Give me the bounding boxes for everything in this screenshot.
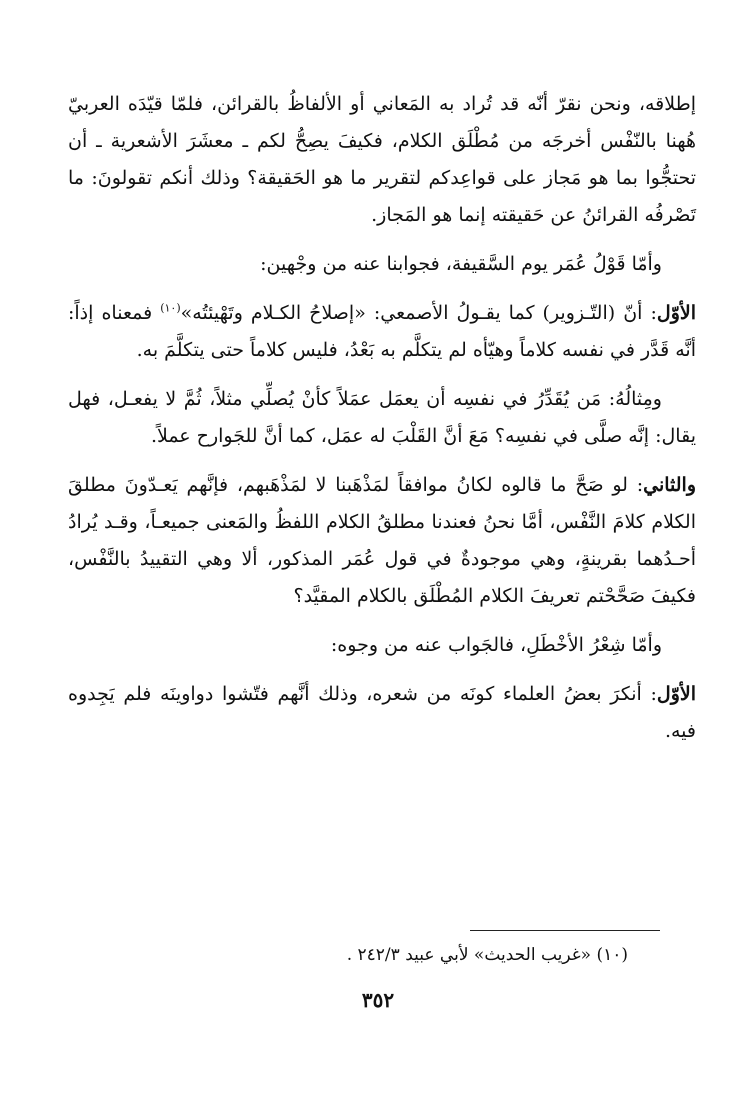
paragraph-keyword: الأوّل <box>656 302 696 324</box>
paragraph-3 <box>68 295 696 369</box>
page-number: ٣٥٢ <box>361 988 395 1012</box>
paragraph-text: : لو صَحَّ ما قالوه لكانُ موافقاً لمَذْهَبنا لا لمَذْهَبهم، فإنَّهم يَعـدّونَ مطلقَ الكلام كلامَ النَّفْس، أمَّا نحنُ فعندنا مطلقُ الكلام اللفظُ والمَعنى جميعـاً، وقـد يُرادُ أحـدُهما بقرينةٍ، وهي موجودةٌ في قول عُمَر المذكور، ألا وهي التقييدُ بالنَّفْس، فكيفَ صَحَّحْتم تعريفَ الكلام المُطْلَق بالكلام المقيَّد؟ <box>68 474 696 607</box>
paragraph-1: إطلاقه، ونحن نقرّ أنّه قد تُراد به المَعاني أو الألفاظُ بالقرائن، فلمّا قيّدَه العربيّ هُهنا بالنّفْس أخرجَه من مُطْلَق الكلام، فكيفَ يصِحُّ لكم ـ معشَرَ الأشعرية ـ أن تحتجُّوا بما هو مَجاز على قواعِدكم لتقرير ما هو الحَقيقة؟ وذلك أنكم تقولونَ: ما تَصْرفُه القرائنُ عن حَقيقته إنما هو المَجاز. <box>68 93 696 226</box>
paragraph-text: : أنكرَ بعضُ العلماء كونَه من شعره، وذلك أنَّهم فتّشوا دواوينَه فلم يَجِدوه فيه. <box>68 683 696 742</box>
footnote-divider <box>470 930 660 931</box>
paragraph-text: : أنّ (التّـزوير) كما يقـولُ الأصمعي: «إصلاحُ الكـلام وتَهْيئتُه» <box>180 302 657 324</box>
paragraph-keyword: الأوّل <box>656 683 696 705</box>
footnote: (١٠) «غريب الحديث» لأبي عبيد ٢٤٢/٣ . <box>346 945 628 965</box>
paragraph-4: ومِثالُهُ: مَن يُقَدِّرُ في نفسِه أن يعمَل عمَلاً كأنْ يُصلِّي مثلاً، ثُمَّ لا يفعـل، فهل يقال: إنَّه صلَّى في نفسِه؟ مَعَ أنَّ القَلْبَ له عمَل، كما أنَّ للجَوارح عملاً. <box>68 388 696 447</box>
paragraph-text-continued: فمعناه إذاً: أنَّه قَدَّر في نفسه كلاماً وهيّأه لم يتكلَّم به بَعْدُ، فليس كلاماً حتى يتكلَّمَ به. <box>68 302 696 361</box>
paragraph-6: وأمّا شِعْرُ الأخْطَلِ، فالجَواب عنه من وجوه: <box>330 634 662 656</box>
paragraph-2: وأمّا قَوْلُ عُمَر يوم السَّقيفة، فجوابنا عنه من وجْهين: <box>260 253 662 275</box>
footnote-reference[interactable]: (١٠) <box>160 301 181 315</box>
page-body <box>68 86 696 750</box>
paragraph-7 <box>68 676 696 750</box>
paragraph-keyword: والثاني <box>643 474 696 496</box>
paragraph-5 <box>68 467 696 615</box>
